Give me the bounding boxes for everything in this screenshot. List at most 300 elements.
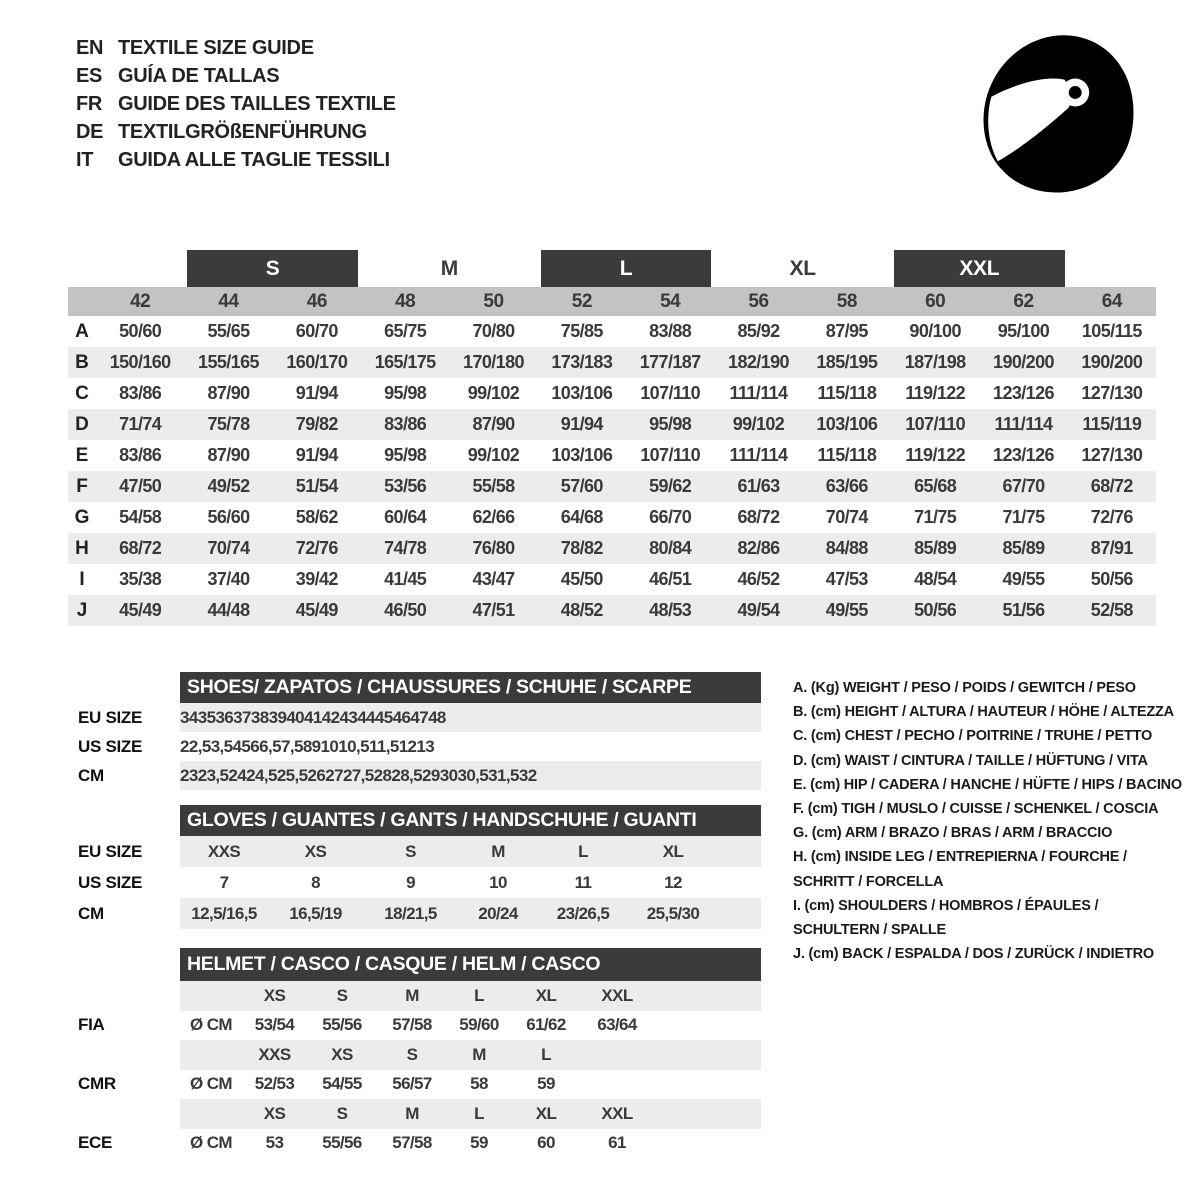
- size-value: 91/94: [295, 383, 338, 403]
- cell-value: 2,5: [188, 736, 211, 756]
- size-value: 170/180: [463, 352, 524, 372]
- cell-value: 32: [518, 765, 537, 785]
- cell-value: 7,5: [280, 736, 303, 756]
- guide-title: TEXTILGRÖßENFÜHRUNG: [118, 121, 367, 143]
- cell-value: 12: [664, 872, 682, 892]
- size-value: 115/118: [817, 445, 877, 465]
- size-value: 90/100: [909, 321, 961, 341]
- cell-value: 28,5: [391, 765, 423, 785]
- legend-item: G. (cm) ARM / BRAZO / BRAS / ARM / BRACCIO: [793, 825, 1113, 842]
- size-value: 182/190: [728, 352, 789, 372]
- legend-item: D. (cm) WAIST / CINTURA / TAILLE / HÜFTUNG / VITA: [793, 752, 1148, 769]
- size-value: 49/54: [737, 600, 780, 620]
- size-value: 46/50: [384, 600, 427, 620]
- gloves-table: [75, 805, 761, 929]
- cell-value: 23,5: [197, 765, 229, 785]
- cell-value: 8: [302, 736, 312, 756]
- cell-value: 57/58: [392, 1133, 432, 1153]
- table-row: [75, 1129, 761, 1159]
- cell-value: XS: [304, 841, 327, 861]
- cell-value: 40: [286, 707, 305, 727]
- cell-value: XS: [331, 1044, 353, 1064]
- row-filler: [718, 867, 761, 898]
- cell-value: 26: [307, 765, 326, 785]
- size-value: 103/106: [551, 445, 613, 465]
- size-value: 59/62: [649, 476, 692, 496]
- row-filler: [653, 1099, 761, 1129]
- cell-value: 13: [416, 736, 435, 756]
- size-value: 111/114: [729, 445, 788, 465]
- size-value: 58/62: [295, 507, 338, 527]
- size-value: 57/60: [560, 476, 603, 496]
- size-value: 49/55: [1002, 569, 1045, 589]
- row-cells: [180, 836, 761, 867]
- row-filler: [653, 1011, 761, 1041]
- size-value: 65/75: [384, 321, 427, 341]
- cell-value: 46: [392, 707, 411, 727]
- cell-value: L: [474, 1103, 484, 1123]
- table-row: [75, 1040, 761, 1070]
- cell-value: 47: [410, 707, 429, 727]
- size-value: 43/47: [472, 569, 515, 589]
- size-value: 87/95: [825, 321, 868, 341]
- cell-value: Ø CM: [190, 1074, 232, 1094]
- guide-title: TEXTILE SIZE GUIDE: [118, 37, 314, 59]
- size-value: 84/88: [825, 538, 868, 558]
- row-label: CM: [78, 903, 104, 923]
- size-value: 50/60: [119, 321, 162, 341]
- size-value: 68/72: [119, 538, 162, 558]
- shoes-table: [75, 672, 761, 790]
- cell-value: XXS: [207, 841, 241, 861]
- size-row-c: [68, 378, 1156, 409]
- cell-value: [581, 1040, 653, 1070]
- size-value: 185/195: [816, 352, 878, 372]
- cell-value: 10: [489, 872, 507, 892]
- size-group-s: S: [187, 250, 358, 287]
- legend-item: J. (cm) BACK / ESPALDA / DOS / ZURÜCK / INDIETRO: [793, 946, 1154, 963]
- size-value: 95/98: [649, 414, 692, 434]
- title-spacer: [75, 672, 180, 703]
- language-code: DE: [76, 121, 104, 143]
- cell-value: 18/21,5: [384, 903, 437, 923]
- row-cells: [180, 1011, 761, 1041]
- cell-value: 55/56: [322, 1133, 362, 1153]
- row-label: B: [75, 351, 89, 373]
- size-value: 61/63: [737, 476, 780, 496]
- size-value: 82/86: [737, 538, 780, 558]
- size-value: 45/49: [295, 600, 338, 620]
- size-value: 165/175: [374, 352, 436, 372]
- cell-value: L: [541, 1044, 551, 1064]
- size-value: 76/80: [472, 538, 515, 558]
- size-row-d: [68, 409, 1156, 440]
- size-value: 85/92: [737, 321, 780, 341]
- cell-value: XL: [662, 841, 684, 861]
- cell-value: 36: [215, 707, 234, 727]
- cell-value: 59/60: [459, 1015, 499, 1035]
- row-label: [75, 1040, 180, 1070]
- size-value: 75/85: [560, 321, 603, 341]
- cell-value: 2: [180, 736, 189, 756]
- cell-value: Ø CM: [190, 1133, 232, 1153]
- number-row-spacer: [68, 287, 96, 316]
- cell-value: 43: [339, 707, 358, 727]
- guide-title: GUÍA DE TALLAS: [118, 65, 280, 87]
- row-label: FIA: [78, 1015, 105, 1035]
- size-value: 35/38: [119, 569, 162, 589]
- size-value: 83/88: [649, 321, 692, 341]
- cell-value: 28: [373, 765, 392, 785]
- size-row-i: [68, 564, 1156, 595]
- cell-value: 34: [180, 707, 198, 727]
- size-value: 115/118: [817, 383, 877, 403]
- table-row: [75, 1099, 761, 1129]
- cell-value: Ø CM: [190, 1015, 232, 1035]
- row-label: CMR: [78, 1074, 116, 1094]
- size-value: 72/76: [1090, 507, 1133, 527]
- legend-item: B. (cm) HEIGHT / ALTURA / HAUTEUR / HÖHE / ALTEZZA: [793, 704, 1174, 721]
- size-value: 60/70: [295, 321, 338, 341]
- cell-value: 11: [574, 872, 592, 892]
- size-value: 99/102: [467, 383, 520, 403]
- row-cells: [180, 761, 761, 790]
- size-value: 75/78: [207, 414, 250, 434]
- cell-value: 23/26,5: [556, 903, 610, 923]
- size-row-j: [68, 595, 1156, 626]
- cell-value: M: [405, 1103, 419, 1123]
- size-value: 56/60: [207, 507, 250, 527]
- cell-value: XS: [263, 1103, 286, 1123]
- cell-value: 38: [250, 707, 269, 727]
- row-label: ECE: [78, 1133, 113, 1153]
- size-value: 60/64: [384, 507, 427, 527]
- cell-value: [180, 1040, 242, 1070]
- cell-value: S: [336, 1103, 348, 1123]
- row-label: H: [75, 537, 89, 559]
- cell-value: L: [578, 841, 588, 861]
- size-value: 173/183: [551, 352, 613, 372]
- language-code: EN: [76, 37, 104, 59]
- shoes-table-body: [75, 703, 761, 790]
- table-row: [75, 836, 761, 867]
- cell-value: 52/53: [254, 1074, 295, 1094]
- cell-value: 59: [537, 1074, 555, 1094]
- cell-value: 53/54: [254, 1015, 295, 1035]
- size-value: 71/75: [914, 507, 957, 527]
- row-cells: [180, 981, 761, 1011]
- size-value: 107/110: [640, 383, 701, 403]
- cell-value: 59: [470, 1133, 488, 1153]
- row-cells: [180, 1040, 761, 1070]
- textile-size-table: [68, 250, 1156, 626]
- size-value: 107/110: [640, 445, 701, 465]
- cell-value: 12,5/16,5: [191, 903, 257, 923]
- size-value: 95/98: [384, 383, 427, 403]
- size-value: 150/160: [109, 352, 171, 372]
- size-number: 48: [395, 290, 416, 312]
- cell-value: 27,5: [342, 765, 374, 785]
- size-value: 115/119: [1082, 414, 1142, 434]
- size-value: 41/45: [384, 569, 427, 589]
- cell-value: 24: [228, 765, 247, 785]
- gloves-table-body: [75, 836, 761, 929]
- table-row: [75, 1070, 761, 1100]
- size-group-l: L: [541, 250, 712, 287]
- row-label: J: [76, 599, 88, 621]
- cell-value: XXL: [601, 1103, 633, 1123]
- size-number: 42: [130, 290, 151, 312]
- row-label: EU SIZE: [78, 707, 143, 727]
- size-value: 177/187: [639, 352, 701, 372]
- size-value: 70/74: [825, 507, 868, 527]
- cell-value: 48: [428, 707, 446, 727]
- size-value: 187/198: [904, 352, 966, 372]
- size-value: 39/42: [295, 569, 338, 589]
- row-label: US SIZE: [78, 736, 143, 756]
- size-value: 99/102: [467, 445, 520, 465]
- cell-value: 63/64: [597, 1015, 637, 1035]
- size-value: 48/52: [560, 600, 603, 620]
- cell-value: XXL: [601, 985, 633, 1005]
- size-value: 68/72: [1090, 476, 1133, 496]
- cell-value: 54/55: [322, 1074, 362, 1094]
- size-value: 123/126: [993, 383, 1054, 403]
- cell-value: [180, 981, 242, 1011]
- size-value: 123/126: [993, 445, 1054, 465]
- size-value: 70/74: [207, 538, 250, 558]
- cell-value: 25,5: [276, 765, 308, 785]
- cell-value: 24,5: [246, 765, 277, 785]
- size-value: 83/86: [119, 383, 162, 403]
- row-label: F: [76, 475, 88, 497]
- row-filler: [653, 981, 761, 1011]
- row-label: EU SIZE: [78, 841, 143, 861]
- size-value: 91/94: [560, 414, 603, 434]
- shoes-title: SHOES/ ZAPATOS / CHAUSSURES / SCHUHE / SCARPE: [180, 672, 761, 703]
- cell-value: 58: [470, 1074, 488, 1094]
- size-value: 51/54: [295, 476, 338, 496]
- row-label: A: [75, 320, 89, 342]
- measurement-legend: [793, 676, 1185, 966]
- size-group-xxl: XXL: [894, 250, 1065, 287]
- size-value: 87/90: [207, 445, 250, 465]
- row-label: [75, 981, 180, 1011]
- table-row: [75, 703, 761, 732]
- cell-value: [581, 1070, 653, 1100]
- row-cells: [180, 703, 761, 732]
- size-value: 55/58: [472, 476, 515, 496]
- cell-value: 9: [406, 872, 415, 892]
- row-label: I: [79, 568, 85, 590]
- size-value: 65/68: [914, 476, 957, 496]
- guide-title: GUIDE DES TAILLES TEXTILE: [118, 93, 396, 115]
- cell-value: 5: [241, 736, 251, 756]
- cell-value: 45: [374, 707, 393, 727]
- size-number: 56: [748, 290, 769, 312]
- row-cells: [180, 732, 761, 761]
- size-value: 99/102: [732, 414, 785, 434]
- size-value: 37/40: [207, 569, 250, 589]
- size-number: 52: [571, 290, 592, 312]
- size-value: 111/114: [994, 414, 1053, 434]
- size-value: 119/122: [905, 445, 966, 465]
- size-value: 127/130: [1081, 445, 1143, 465]
- size-value: 80/84: [649, 538, 692, 558]
- language-row: [76, 90, 396, 118]
- size-value: 190/200: [993, 352, 1054, 372]
- size-value: 190/200: [1081, 352, 1143, 372]
- cell-value: 56/57: [392, 1074, 432, 1094]
- row-label: D: [75, 413, 89, 435]
- size-value: 91/94: [295, 445, 338, 465]
- cell-value: 23: [180, 765, 198, 785]
- size-number: 58: [836, 290, 857, 312]
- size-value: 70/80: [472, 321, 515, 341]
- size-value: 87/91: [1090, 538, 1133, 558]
- size-table-body: [68, 316, 1156, 626]
- size-value: 160/170: [286, 352, 348, 372]
- legend-item: H. (cm) INSIDE LEG / ENTREPIERNA / FOURCHE / SCHRITT / FORCELLA: [793, 849, 1127, 890]
- size-value: 74/78: [384, 538, 427, 558]
- cell-value: XXS: [258, 1044, 291, 1064]
- size-value: 50/56: [914, 600, 957, 620]
- size-value: 105/115: [1081, 321, 1142, 341]
- cell-value: 31,5: [488, 765, 519, 785]
- size-value: 87/90: [207, 383, 250, 403]
- size-value: 155/165: [198, 352, 259, 372]
- size-value: 53/56: [384, 476, 427, 496]
- size-number: 54: [660, 290, 681, 312]
- cell-value: 41: [304, 707, 322, 727]
- size-value: 127/130: [1081, 383, 1143, 403]
- legend-item: I. (cm) SHOULDERS / HOMBROS / ÉPAULES / SCHULTERN / SPALLE: [793, 897, 1099, 939]
- cell-value: 29: [422, 765, 440, 785]
- cell-value: 30,5: [457, 765, 489, 785]
- size-value: 85/89: [914, 538, 957, 558]
- cell-value: XL: [535, 985, 557, 1005]
- cell-value: 61/62: [526, 1015, 566, 1035]
- helmet-table-body: [75, 981, 761, 1158]
- row-filler: [718, 898, 761, 929]
- cell-value: 44: [357, 707, 375, 727]
- size-number: 50: [483, 290, 504, 312]
- size-value: 103/106: [551, 383, 613, 403]
- cell-value: L: [474, 985, 484, 1005]
- size-group-spacer: [1068, 250, 1156, 287]
- legend-item: F. (cm) TIGH / MUSLO / CUISSE / SCHENKEL / COSCIA: [793, 801, 1159, 818]
- cell-value: 60: [537, 1133, 555, 1153]
- cell-value: 16,5/19: [289, 903, 342, 923]
- language-row: [76, 34, 396, 62]
- helmet-table: [75, 948, 761, 1158]
- table-row: [75, 1011, 761, 1041]
- size-value: 52/58: [1090, 600, 1133, 620]
- size-value: 50/56: [1090, 569, 1133, 589]
- racing-helmet-icon-svg: [972, 28, 1144, 200]
- helmet-title-row: [75, 948, 761, 981]
- cell-value: S: [405, 841, 416, 861]
- size-value: 44/48: [207, 600, 250, 620]
- shoes-title-row: [75, 672, 761, 703]
- language-code: ES: [76, 65, 103, 87]
- cell-value: 57/58: [392, 1015, 432, 1035]
- cell-value: S: [406, 1044, 418, 1064]
- cell-value: 35: [197, 707, 216, 727]
- row-cells: [180, 867, 761, 898]
- cell-value: XL: [535, 1103, 557, 1123]
- racing-helmet-icon: [972, 28, 1144, 200]
- size-value: 46/51: [649, 569, 692, 589]
- size-value: 66/70: [649, 507, 692, 527]
- size-number: 44: [218, 290, 239, 312]
- size-row-b: [68, 347, 1156, 378]
- cell-value: M: [472, 1044, 486, 1064]
- size-number: 46: [306, 290, 327, 312]
- size-value: 119/122: [905, 383, 966, 403]
- row-cells: [180, 898, 761, 929]
- size-value: 95/98: [384, 445, 427, 465]
- cell-value: 11,5: [368, 736, 399, 756]
- size-value: 71/75: [1002, 507, 1045, 527]
- size-group-spacer: [68, 250, 184, 287]
- size-value: 46/52: [737, 569, 780, 589]
- size-value: 111/114: [729, 383, 788, 403]
- row-filler: [653, 1070, 761, 1100]
- cell-value: 6: [250, 736, 260, 756]
- size-value: 71/74: [119, 414, 162, 434]
- size-value: 51/56: [1002, 600, 1045, 620]
- table-row: [75, 761, 761, 790]
- cell-value: 61: [608, 1133, 626, 1153]
- size-value: 83/86: [119, 445, 162, 465]
- cell-value: 42: [321, 707, 340, 727]
- size-value: 63/66: [825, 476, 868, 496]
- language-title-block: [76, 34, 396, 174]
- legend-item: A. (Kg) WEIGHT / PESO / POIDS / GEWITCH / PESO: [793, 680, 1136, 696]
- cell-value: M: [491, 841, 505, 861]
- cell-value: 9: [311, 736, 321, 756]
- size-value: 107/110: [905, 414, 966, 434]
- row-filler: [653, 1129, 761, 1159]
- row-filler: [718, 836, 761, 867]
- size-value: 95/100: [997, 321, 1050, 341]
- cell-value: 3,5: [210, 736, 233, 756]
- size-value: 45/49: [119, 600, 162, 620]
- title-spacer: [75, 805, 180, 836]
- cell-value: 8: [311, 872, 320, 892]
- cell-value: 10: [320, 736, 339, 756]
- guide-title: GUIDA ALLE TAGLIE TESSILI: [118, 149, 390, 171]
- cell-value: 30: [439, 765, 458, 785]
- row-label: E: [75, 444, 89, 466]
- size-group-xl: XL: [789, 256, 816, 280]
- size-value: 68/72: [737, 507, 780, 527]
- size-row-g: [68, 502, 1156, 533]
- size-number: 62: [1013, 290, 1034, 312]
- language-code: IT: [76, 149, 94, 171]
- size-value: 78/82: [560, 538, 603, 558]
- cell-value: 39: [268, 707, 287, 727]
- row-label: G: [74, 506, 90, 528]
- size-row-a: [68, 316, 1156, 347]
- size-value: 72/76: [295, 538, 338, 558]
- size-value: 48/53: [649, 600, 692, 620]
- cell-value: 20/24: [478, 903, 518, 923]
- cell-value: 6,5: [259, 736, 281, 756]
- language-row: [76, 118, 396, 146]
- gloves-title-row: [75, 805, 761, 836]
